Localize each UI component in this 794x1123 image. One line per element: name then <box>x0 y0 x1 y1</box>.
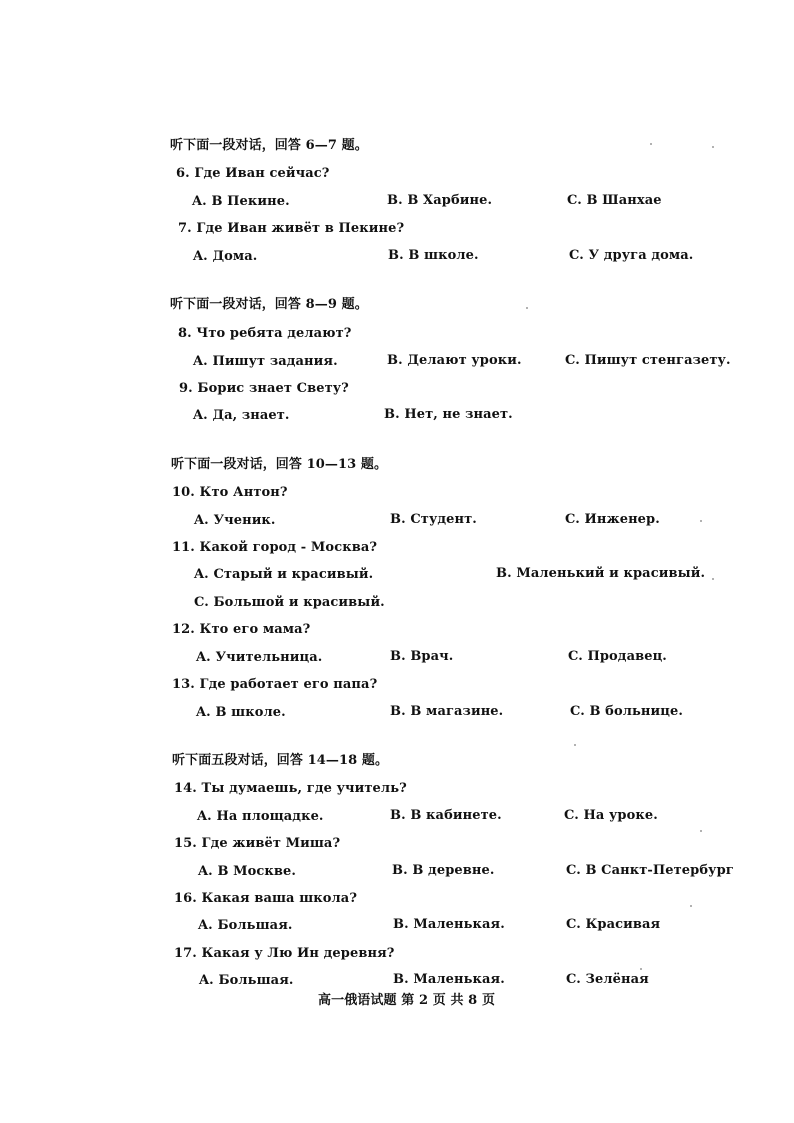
question-13-option-b: B. В магазине. <box>390 704 504 719</box>
scan-speck <box>640 968 642 970</box>
question-13: 13. Где работает его папа? <box>172 677 378 692</box>
question-6-option-a: A. В Пекине. <box>192 194 290 209</box>
question-17-option-b: B. Маленькая. <box>393 972 505 987</box>
question-6: 6. Где Иван сейчас? <box>176 166 330 181</box>
question-8-option-c: C. Пишут стенгазету. <box>565 353 731 368</box>
question-7-option-a: A. Дома. <box>193 249 258 264</box>
question-17: 17. Какая у Лю Ин деревня? <box>174 946 395 961</box>
scan-speck <box>712 146 714 148</box>
question-16-option-a: A. Большая. <box>198 918 293 933</box>
question-8-option-b: B. Делают уроки. <box>387 353 522 368</box>
question-12-option-a: A. Учительница. <box>196 650 323 665</box>
question-14-option-a: A. На площадке. <box>197 809 324 824</box>
question-8: 8. Что ребята делают? <box>178 326 352 341</box>
question-6-option-b: B. В Харбине. <box>387 193 493 208</box>
question-17-option-a: A. Большая. <box>199 973 294 988</box>
scan-speck <box>574 744 576 746</box>
question-9: 9. Борис знает Свету? <box>179 381 349 396</box>
scan-speck <box>526 307 528 309</box>
question-12-option-c: C. Продавец. <box>568 649 667 664</box>
question-10-option-c: C. Инженер. <box>565 512 660 527</box>
question-16: 16. Какая ваша школа? <box>174 891 358 906</box>
scan-speck <box>700 520 702 522</box>
question-9-option-a: A. Да, знает. <box>193 408 290 423</box>
question-12-option-b: B. Врач. <box>390 649 454 664</box>
scan-speck <box>650 143 652 145</box>
question-10: 10. Кто Антон? <box>172 485 288 500</box>
question-7: 7. Где Иван живёт в Пекине? <box>178 221 405 236</box>
question-16-option-b: B. Маленькая. <box>393 917 505 932</box>
section-heading-14-18: 听下面五段对话，回答 14—18 题。 <box>172 753 389 768</box>
question-10-option-b: B. Студент. <box>390 512 477 527</box>
question-11: 11. Какой город - Москва? <box>172 540 378 555</box>
question-13-option-a: A. В школе. <box>196 705 286 720</box>
question-7-option-b: B. В школе. <box>388 248 479 263</box>
scan-speck <box>712 578 714 580</box>
scan-speck <box>690 905 692 907</box>
question-11-option-a: A. Старый и красивый. <box>194 567 374 582</box>
question-14: 14. Ты думаешь, где учитель? <box>174 781 407 796</box>
question-10-option-a: A. Ученик. <box>194 513 276 528</box>
question-7-option-c: C. У друга дома. <box>569 248 694 263</box>
question-14-option-c: C. На уроке. <box>564 808 658 823</box>
question-15-option-c: C. В Санкт-Петербург <box>566 863 734 878</box>
question-14-option-b: B. В кабинете. <box>390 808 502 823</box>
question-17-option-c: C. Зелёная <box>566 972 649 987</box>
question-15-option-b: B. В деревне. <box>392 863 495 878</box>
question-12: 12. Кто его мама? <box>172 622 311 637</box>
section-heading-6-7: 听下面一段对话，回答 6—7 题。 <box>170 138 368 153</box>
question-15-option-a: A. В Москве. <box>198 864 297 879</box>
section-heading-10-13: 听下面一段对话，回答 10—13 题。 <box>171 457 388 472</box>
question-13-option-c: C. В больнице. <box>570 704 683 719</box>
question-8-option-a: A. Пишут задания. <box>193 354 338 369</box>
question-11-option-b: B. Маленький и красивый. <box>496 566 706 581</box>
section-heading-8-9: 听下面一段对话，回答 8—9 题。 <box>170 297 368 312</box>
question-9-option-b: B. Нет, не знает. <box>384 407 513 422</box>
scan-speck <box>700 830 702 832</box>
page-footer: 高一俄语试题 第 2 页 共 8 页 <box>318 993 496 1008</box>
question-6-option-c: C. В Шанхае <box>567 193 662 208</box>
question-11-option-c: C. Большой и красивый. <box>194 595 385 610</box>
question-16-option-c: C. Красивая <box>566 917 661 932</box>
question-15: 15. Где живёт Миша? <box>174 836 341 851</box>
